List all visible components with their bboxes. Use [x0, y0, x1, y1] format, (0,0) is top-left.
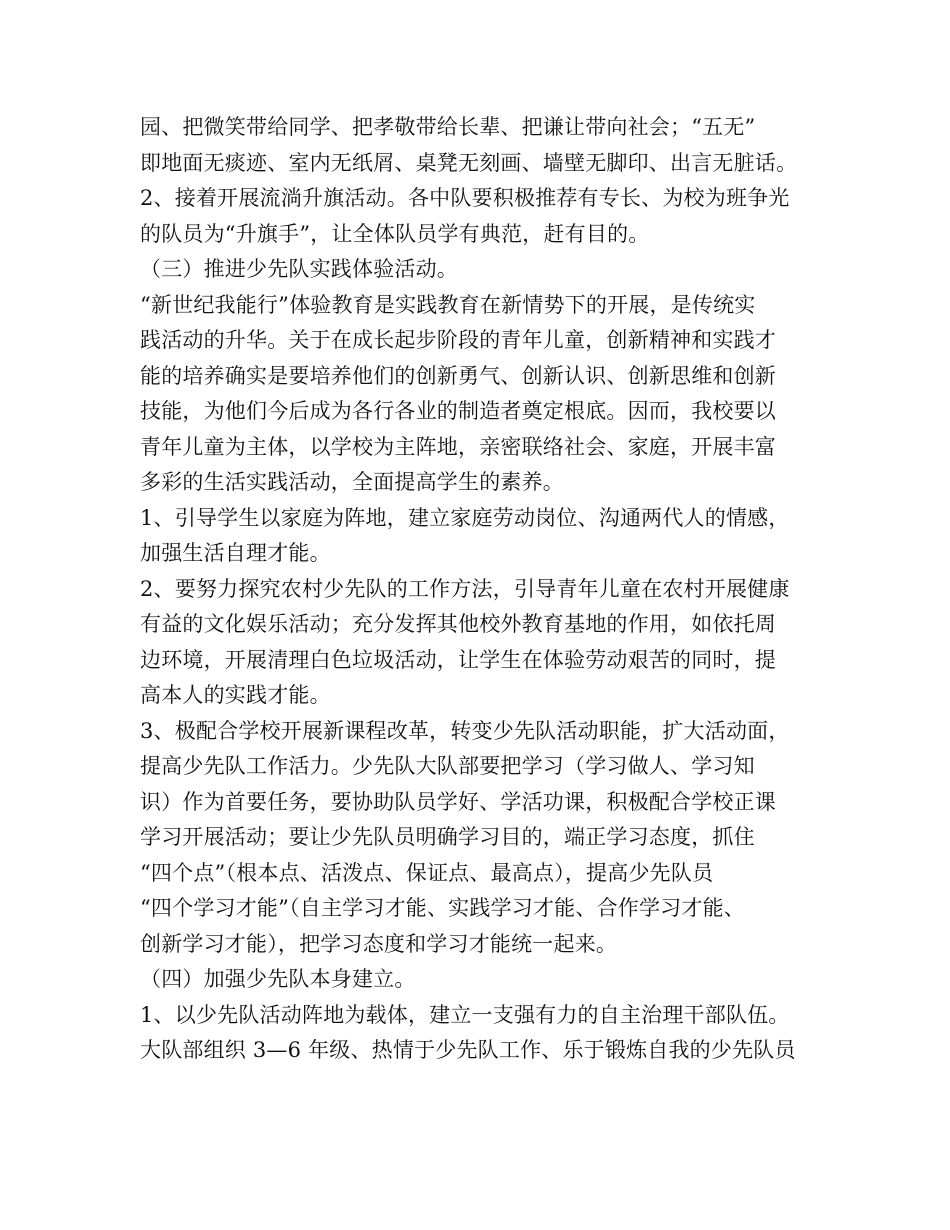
text-line: 园、把微笑带给同学、把孝敬带给长辈、把谦让带向社会；“五无” [140, 115, 756, 139]
text-line: “新世纪我能行”体验教育是实践教育在新情势下的开展，是传统实 [140, 292, 756, 317]
document-body [140, 110, 820, 1069]
text-line: 能的培养确实是要培养他们的创新勇气、创新认识、创新思维和创新 [140, 363, 776, 388]
section-heading: （三）推进少先队实践体验活动。 [140, 257, 458, 281]
text-line: 2、接着开展流淌升旗活动。各中队要积极推荐有专长、为校为班争光 [140, 186, 790, 210]
text-line: 提高少先队工作活力。少先队大队部要把学习（学习做人、学习知 [140, 754, 755, 778]
text-line: 1、以少先队活动阵地为载体，建立一支强有力的自主治理干部队伍。 [140, 1002, 790, 1027]
text-line: 边环境，开展清理白色垃圾活动，让学生在体验劳动艰苦的同时，提 [140, 647, 776, 672]
section-heading: （四）加强少先队本身建立。 [140, 967, 416, 991]
text-line: 技能，为他们今后成为各行各业的制造者奠定根底。因而，我校要以 [140, 399, 776, 423]
text-line: 青年儿童为主体，以学校为主阵地，亲密联络社会、家庭，开展丰富 [140, 434, 776, 459]
text-line: 加强生活自理才能。 [140, 541, 331, 565]
text-line: 有益的文化娱乐活动；充分发挥其他校外教育基地的作用，如依托周 [140, 612, 776, 636]
text-line: 高本人的实践才能。 [140, 683, 331, 707]
text-line: 学习开展活动；要让少先队员明确学习目的，端正学习态度，抓住 [140, 825, 755, 849]
text-line: 创新学习才能），把学习态度和学习才能统一起来。 [140, 931, 618, 956]
text-line: 3、极配合学校开展新课程改革，转变少先队活动职能，扩大活动面， [140, 718, 790, 743]
text-line: 1、引导学生以家庭为阵地，建立家庭劳动岗位、沟通两代人的情感， [140, 505, 790, 530]
text-line: 践活动的升华。关于在成长起步阶段的青年儿童，创新精神和实践才 [140, 328, 776, 352]
text-line: 2、要努力探究农村少先队的工作方法，引导青年儿童在农村开展健康 [140, 576, 790, 601]
text-line: 多彩的生活实践活动，全面提高学生的素养。 [140, 470, 564, 494]
text-line: 的队员为“升旗手”，让全体队员学有典范，赶有目的。 [140, 221, 650, 246]
text-line: “四个点”（根本点、活泼点、保证点、最高点），提高少先队员 [140, 860, 714, 885]
text-line: 大队部组织 3—6 年级、热情于少先队工作、乐于锻炼自我的少先队员 [140, 1038, 796, 1062]
text-line: 识）作为首要任务，要协助队员学好、学活功课，积极配合学校正课 [140, 789, 776, 814]
text-line: 即地面无痰迹、室内无纸屑、桌凳无刻画、墙壁无脚印、出言无脏话。 [140, 150, 798, 175]
text-line: “四个学习才能”（自主学习才能、实践学习才能、合作学习才能、 [140, 896, 745, 920]
